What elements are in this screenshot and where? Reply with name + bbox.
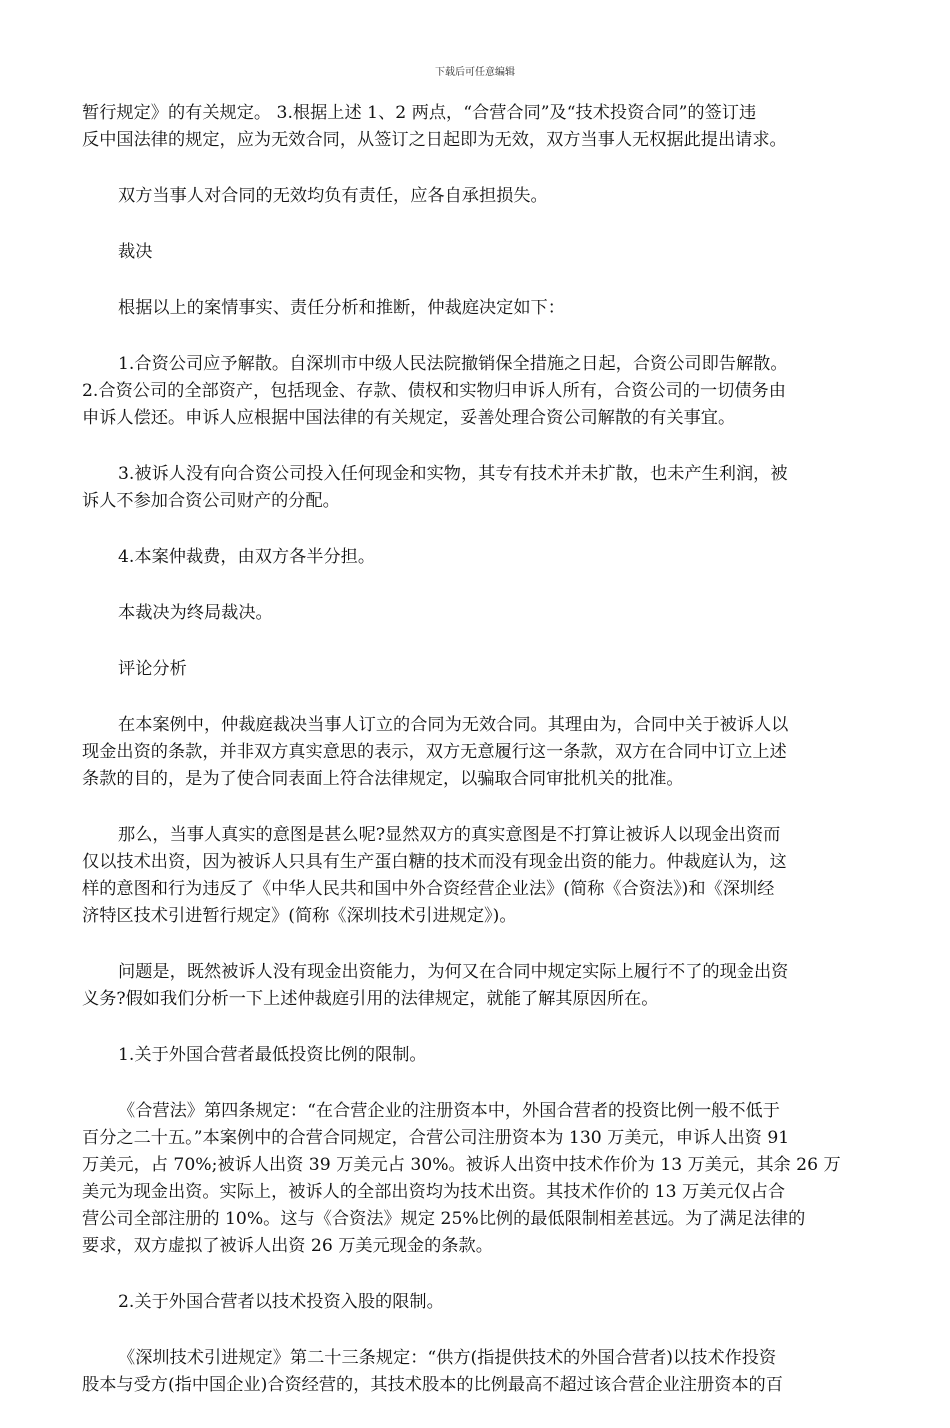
paragraph (82, 461, 870, 515)
text-line: 3.被诉人没有向合资公司投入任何现金和实物，其专有技术并未扩散，也未产生利润，被 (118, 464, 788, 484)
text-line: 根据以上的案情事实、责任分析和推断，仲裁庭决定如下： (118, 298, 565, 318)
paragraph (82, 183, 870, 210)
text-line: 美元为现金出资。实际上，被诉人的全部出资均为技术出资。其技术作价的 13 万美元仅占合 (82, 1182, 786, 1202)
text-line: 1.关于外国合营者最低投资比例的限制。 (118, 1045, 427, 1065)
page-header: 下载后可任意编辑 (435, 67, 515, 78)
text-line: 2.合资公司的全部资产，包括现金、存款、债权和实物归申诉人所有，合资公司的一切债务由 (82, 381, 786, 401)
paragraph (82, 100, 870, 154)
text-line: 《合营法》第四条规定：“在合营企业的注册资本中，外国合营者的投资比例一般不低于 (118, 1101, 780, 1121)
text-line: 申诉人偿还。申诉人应根据中国法律的有关规定，妥善处理合资公司解散的有关事宜。 (82, 408, 736, 428)
text-line: 股本与受方(指中国企业)合资经营的，其技术股本的比例最高不超过该合营企业注册资本的百 (82, 1375, 783, 1395)
paragraph (82, 600, 870, 627)
document-body (82, 100, 870, 1428)
text-line: 条款的目的，是为了使合同表面上符合法律规定，以骗取合同审批机关的批准。 (82, 769, 684, 789)
paragraph (82, 1098, 870, 1260)
paragraph (82, 1289, 870, 1316)
paragraph (82, 239, 870, 266)
paragraph (82, 295, 870, 322)
text-line: 营公司全部注册的 10%。这与《合资法》规定 25%比例的最低限制相差甚远。为了满足法律的 (82, 1209, 806, 1229)
paragraph (82, 1345, 870, 1399)
text-line: 1.合资公司应予解散。自深圳市中级人民法院撤销保全措施之日起，合资公司即告解散。 (118, 354, 788, 374)
text-line: 济特区技术引进暂行规定》(简称《深圳技术引进规定》)。 (82, 906, 517, 926)
text-line: 现金出资的条款，并非双方真实意思的表示，双方无意履行这一条款，双方在合同中订立上述 (82, 742, 787, 762)
paragraph (82, 351, 870, 432)
text-line: 2.关于外国合营者以技术投资入股的限制。 (118, 1292, 444, 1312)
text-line: 百分之二十五。”本案例中的合营合同规定，合营公司注册资本为 130 万美元，申诉人出资 91 (82, 1128, 790, 1148)
text-line: 义务?假如我们分析一下上述仲裁庭引用的法律规定，就能了解其原因所在。 (82, 989, 659, 1009)
text-line: 裁决 (118, 242, 153, 262)
paragraph (82, 712, 870, 793)
text-line: 4.本案仲裁费，由双方各半分担。 (118, 547, 376, 567)
text-line: 仅以技术出资，因为被诉人只具有生产蛋白糖的技术而没有现金出资的能力。仲裁庭认为，这 (82, 852, 787, 872)
paragraph (82, 822, 870, 930)
text-line: 在本案例中，仲裁庭裁决当事人订立的合同为无效合同。其理由为，合同中关于被诉人以 (118, 715, 789, 735)
text-line: 要求，双方虚拟了被诉人出资 26 万美元现金的条款。 (82, 1236, 493, 1256)
text-line: 暂行规定》的有关规定。 3.根据上述 1、2 两点，“合营合同”及“技术投资合同”的签订违 (82, 103, 757, 123)
text-line: 《深圳技术引进规定》第二十三条规定：“供方(指提供技术的外国合营者)以技术作投资 (118, 1348, 777, 1368)
text-line: 那么，当事人真实的意图是甚么呢?显然双方的真实意图是不打算让被诉人以现金出资而 (118, 825, 781, 845)
paragraph (82, 1042, 870, 1069)
text-line: 双方当事人对合同的无效均负有责任，应各自承担损失。 (118, 186, 548, 206)
text-line: 评论分析 (118, 659, 187, 679)
text-line: 问题是，既然被诉人没有现金出资能力，为何又在合同中规定实际上履行不了的现金出资 (118, 962, 789, 982)
text-line: 诉人不参加合资公司财产的分配。 (82, 491, 340, 511)
paragraph (82, 656, 870, 683)
text-line: 样的意图和行为违反了《中华人民共和国中外合资经营企业法》(简称《合资法》)和《深圳经 (82, 879, 775, 899)
text-line: 万美元，占 70%;被诉人出资 39 万美元占 30%。被诉人出资中技术作价为 13 万美元，其余 26 万 (82, 1155, 841, 1175)
text-line: 本裁决为终局裁决。 (118, 603, 273, 623)
paragraph (82, 959, 870, 1013)
text-line: 反中国法律的规定，应为无效合同，从签订之日起即为无效，双方当事人无权据此提出请求。 (82, 130, 787, 150)
paragraph (82, 544, 870, 571)
